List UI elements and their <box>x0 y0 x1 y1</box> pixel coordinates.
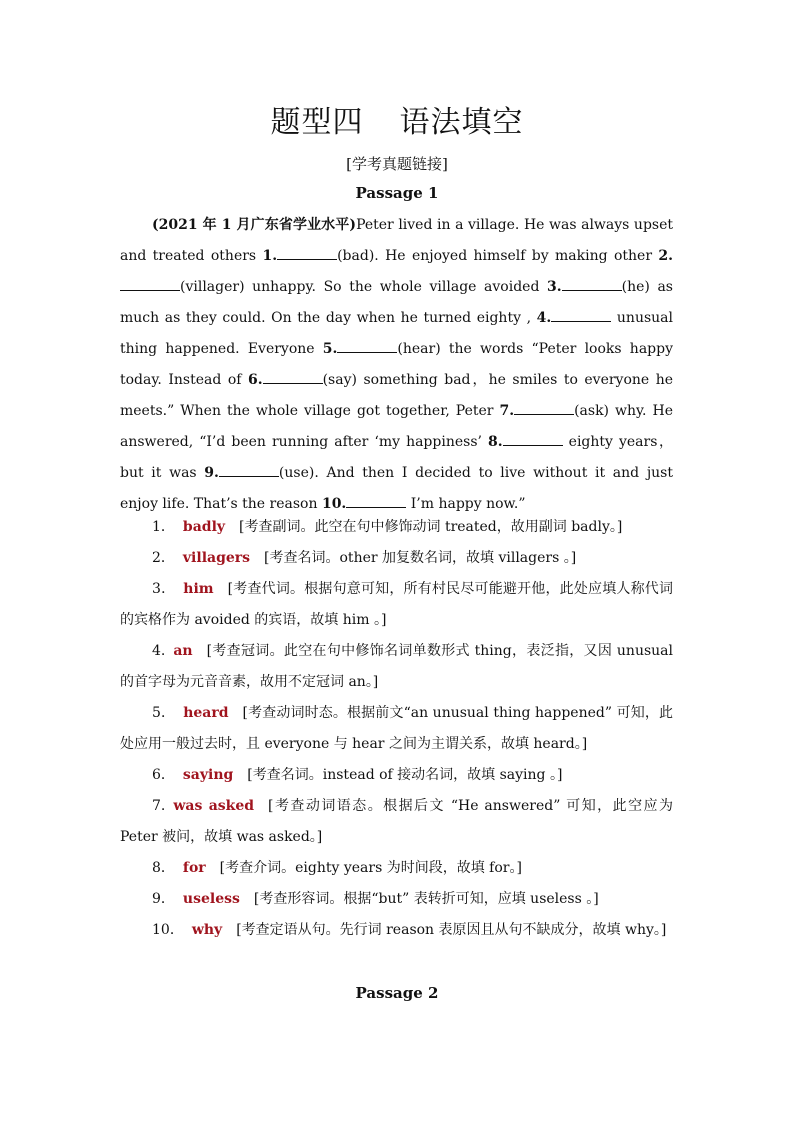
answer-item: 3． him [考查代词。根据句意可知，所有村民尽可能避开他，此处应填人称代词的宾格作为 avoided 的宾语，故填 him 。] <box>120 581 673 628</box>
blank-10 <box>346 493 406 508</box>
answer-item: 7. was asked [考查动词语态。根据后文 “He answered” 可知，此空应为 Peter 被问，故填 was asked。] <box>120 798 673 845</box>
answer-key: badly <box>182 519 226 535</box>
passage-source: (2021 年 1 月广东省学业水平) <box>152 217 357 233</box>
passage-1-body <box>120 210 673 520</box>
answer-item: 1． badly [考查副词。此空在句中修饰动词 treated，故用副词 badly。] <box>152 519 623 535</box>
section-subheading: [学考真题链接] <box>346 155 448 173</box>
answer-key: saying <box>182 767 234 783</box>
answer-item: 8． for [考查介词。eighty years 为时间段，故填 for。] <box>152 860 522 876</box>
blank-9 <box>219 462 279 477</box>
title-part-b: 语法填空 <box>399 105 524 140</box>
answer-key: useless <box>182 891 240 907</box>
blank-6 <box>263 369 323 384</box>
answer-list <box>120 512 673 946</box>
blank-7 <box>514 400 574 415</box>
passage-2-heading: Passage 2 <box>355 984 439 1002</box>
answer-key: was asked <box>173 798 255 814</box>
title-part-a: 题型四 <box>270 105 364 140</box>
answer-item: 5． heard [考查动词时态。根据前文“an unusual thing happened” 可知，此处应用一般过去时，且 everyone 与 hear 之间为主谓关系，故填 heard。] <box>120 705 673 752</box>
answer-item: 6． saying [考查名词。instead of 接动名词，故填 saying 。] <box>152 767 563 783</box>
answer-item: 2． villagers [考查名词。other 加复数名词，故填 villagers 。] <box>152 550 577 566</box>
answer-key: why <box>191 922 223 938</box>
answer-item: 9． useless [考查形容词。根据“but” 表转折可知，应填 useless 。] <box>152 891 599 907</box>
answer-item: 4. an [考查冠词。此空在句中修饰名词单数形式 thing，表泛指，又因 unusual 的首字母为元音音素，故用不定冠词 an。] <box>120 643 673 690</box>
answer-key: heard <box>183 705 229 721</box>
blank-5 <box>337 338 397 353</box>
answer-key: for <box>182 860 206 876</box>
blank-3 <box>562 276 622 291</box>
blank-2 <box>120 276 180 291</box>
answer-item: 10． why [考查定语从句。先行词 reason 表原因且从句不缺成分，故填 why。] <box>152 922 667 938</box>
blank-8 <box>503 431 563 446</box>
answer-key: him <box>183 581 214 597</box>
answer-key: villagers <box>182 550 251 566</box>
blank-1 <box>277 245 337 260</box>
passage-1-heading: Passage 1 <box>355 184 439 202</box>
answer-key: an <box>173 643 193 659</box>
passage-1-text: (2021 年 1 月广东省学业水平)Peter lived in a village. He was always upset and treated others 1. (bad). He enjoyed himself by making other 2.(villager) unhappy. So the whole village avoided 3. (he) as much as they could. On the day when he turned eighty , 4. unusual thing happened. Everyone 5. (hear) the words “Peter looks happy today. Instead of 6. (say) something bad，he smiles to everyone he meets.” When the whole village got together, Peter 7. (ask) why. He answered, “I’d been running after ‘my happiness’ 8. eighty years，but it was 9. (use). And then I decided to live without it and just enjoy life. That’s the reason 10. I’m happy now.” <box>120 217 674 512</box>
page-title <box>0 97 794 141</box>
blank-4 <box>551 307 611 322</box>
